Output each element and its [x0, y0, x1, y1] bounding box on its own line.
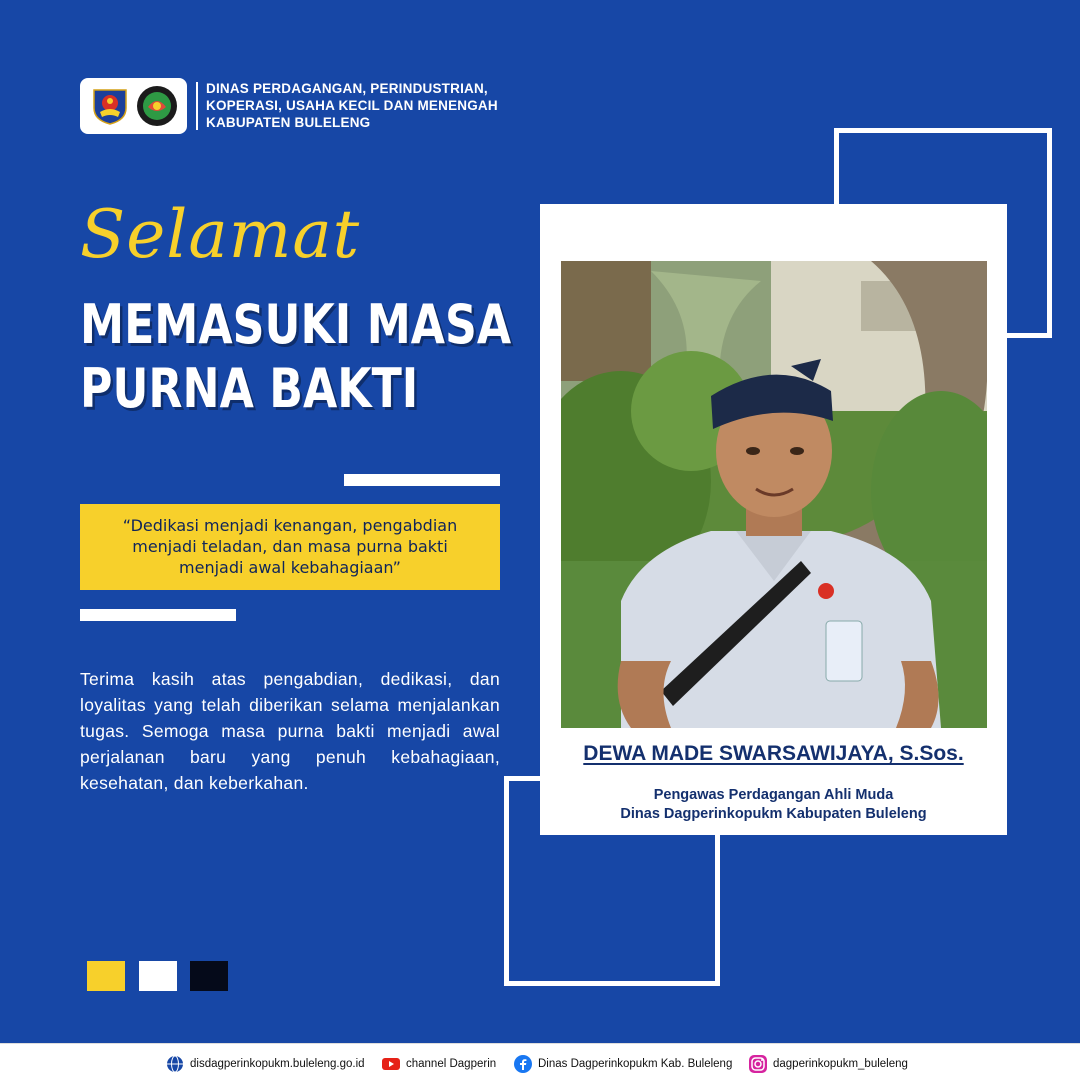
main-title-line: PURNA BAKTI — [80, 357, 419, 420]
instagram-icon — [749, 1055, 767, 1073]
buleleng-regency-logo — [90, 86, 130, 126]
quote-line: “Dedikasi menjadi kenangan, pengabdian — [122, 516, 458, 535]
youtube-icon — [382, 1055, 400, 1073]
person-role-line: Dinas Dagperinkopukm Kabupaten Buleleng — [620, 806, 927, 822]
agency-name-line: KABUPATEN BULELENG — [206, 115, 371, 130]
facebook-link[interactable] — [514, 1055, 732, 1073]
footer-bar — [0, 1043, 1080, 1081]
agency-name-line: DINAS PERDAGANGAN, PERINDUSTRIAN, — [206, 81, 488, 96]
website-text: disdagperinkopukm.buleleng.go.id — [190, 1058, 365, 1070]
person-photo — [561, 261, 987, 728]
body-paragraph: Terima kasih atas pengabdian, dedikasi, dan loyalitas yang telah diberikan selama menjalankan tugas. Semoga masa purna bakti menjadi awal perjalanan baru yang penuh kebahagiaan, kesehatan, dan keberkahan. — [80, 669, 500, 793]
color-swatch-yellow — [87, 961, 125, 991]
decorative-bar — [344, 474, 500, 486]
main-title-line: MEMASUKI MASA — [80, 293, 512, 356]
quote-text — [100, 515, 480, 578]
color-swatch-black — [190, 961, 228, 991]
main-title — [80, 293, 511, 421]
person-role — [540, 786, 1007, 824]
logo-panel — [80, 78, 187, 134]
quote-line: menjadi awal kebahagiaan” — [179, 558, 401, 577]
person-role-line: Pengawas Perdagangan Ahli Muda — [653, 787, 894, 803]
instagram-text: dagperinkopukm_buleleng — [773, 1058, 908, 1070]
script-title: Selamat — [80, 196, 361, 273]
quote-line: menjadi teladan, dan masa purna bakti — [132, 537, 448, 556]
decorative-bar — [80, 609, 236, 621]
website-link[interactable] — [166, 1055, 365, 1073]
youtube-text: channel Dagperin — [406, 1058, 497, 1070]
profile-card — [540, 204, 1007, 835]
color-swatch-white — [139, 961, 177, 991]
quote-box — [80, 504, 500, 590]
agency-name — [206, 80, 498, 131]
facebook-text: Dinas Dagperinkopukm Kab. Buleleng — [538, 1058, 733, 1070]
globe-icon — [166, 1055, 184, 1073]
instagram-link[interactable] — [749, 1055, 908, 1073]
agency-name-line: KOPERASI, USAHA KECIL DAN MENENGAH — [206, 98, 498, 113]
header-divider — [196, 82, 198, 130]
person-name: DEWA MADE SWARSAWIJAYA, S.Sos. — [583, 742, 964, 765]
facebook-icon — [514, 1055, 532, 1073]
youtube-link[interactable] — [382, 1055, 496, 1073]
dinas-logo — [136, 85, 178, 127]
